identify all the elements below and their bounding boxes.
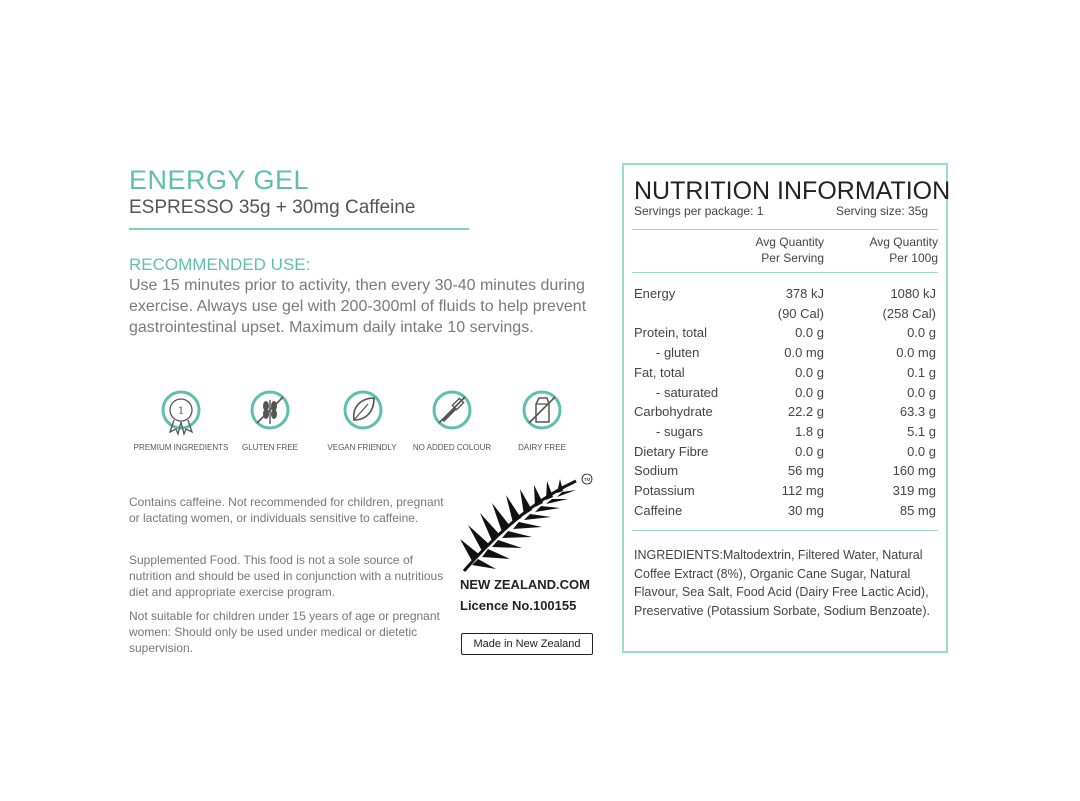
dropper-icon [422,390,482,450]
per-serving-value: 22.2 g [787,404,824,419]
nz-website: NEW ZEALAND.COM [460,577,590,592]
nutrient-label: Potassium [634,483,695,498]
suitability-warning: Not suitable for children under 15 years of age or pregnant women: Should only be used under medical or dietetic supervision. [129,609,440,655]
svg-text:1: 1 [177,406,185,417]
header-line: Avg Quantity [869,235,938,249]
trademark-mark: TM [583,477,591,482]
per-100g-value: (258 Cal) [882,306,936,321]
product-title: ENERGY GEL [129,165,310,195]
leaf-icon [333,390,393,450]
per-100g-value: 1080 kJ [890,286,936,301]
product-subtitle: ESPRESSO 35g + 30mg Caffeine [129,197,416,218]
nutrient-label: Sodium [634,463,679,478]
divider [632,530,938,531]
nz-licence: Licence No.100155 [460,598,577,613]
per-serving-value: (90 Cal) [777,306,824,321]
per-serving-value: 0.0 g [795,325,824,340]
per-100g-value: 0.1 g [907,365,936,380]
per-100g-value: 0.0 mg [896,345,936,360]
wheat-icon [240,390,300,450]
per-100g-value: 0.0 g [907,444,936,459]
divider [632,272,938,273]
header-line: Per Serving [761,251,824,265]
per-100g-value: 85 mg [899,503,936,518]
badge-label: NO ADDED COLOUR [412,443,492,452]
per-serving-header [756,234,824,266]
per-serving-value: 30 mg [787,503,824,518]
per-serving-value: 0.0 g [795,385,824,400]
per-100g-value: 0.0 g [907,325,936,340]
recommended-use-heading: RECOMMENDED USE: [129,255,311,274]
servings-per-package: Servings per package: 1 [634,204,764,218]
nutrient-label: Dietary Fibre [634,444,709,459]
per-serving-value: 56 mg [787,463,824,478]
ingredients-text: INGREDIENTS:Maltodextrin, Filtered Water, Natural Coffee Extract (8%), Organic Cane Sugar, Natural Flavour, Sea Salt, Food Acid (Dairy Free Lactic Acid), Preservative (Potassium Sorbate, Sodium Benzoate). [634,548,930,618]
premium-ribbon-icon [151,390,211,450]
header-line: Avg Quantity [755,235,824,249]
supplemented-food-notice: Supplemented Food. This food is not a sole source of nutrition and should be used in conjunction with a nutritious diet and appropriate exercise program. [129,553,444,599]
nutrient-label: - gluten [656,345,700,360]
per-serving-value: 378 kJ [785,286,824,301]
per-serving-value: 0.0 mg [784,345,824,360]
divider [632,229,938,230]
nutrient-label: - sugars [656,424,703,439]
nutrient-label: Fat, total [634,365,685,380]
nutrient-label: Carbohydrate [634,404,713,419]
per-serving-value: 0.0 g [795,444,824,459]
nutrient-label: Energy [634,286,676,301]
recommended-use-text: Use 15 minutes prior to activity, then every 30-40 minutes during exercise. Always use gel with 200-300ml of fluids to help prevent gastrointestinal upset. Maximum daily intake 10 servings. [129,277,587,336]
nutrient-label: Protein, total [634,325,707,340]
per-100g-value: 0.0 g [907,385,936,400]
badge-label: DAIRY FREE [518,443,566,452]
silver-fern-logo [458,473,598,573]
made-in-badge: Made in New Zealand [461,633,593,655]
badge-label: VEGAN FRIENDLY [327,443,397,452]
per-100g-value: 160 mg [892,463,936,478]
badge-label: GLUTEN FREE [241,443,299,452]
title-divider [129,228,469,230]
nutrition-title: NUTRITION INFORMATION [634,177,951,205]
per-100g-value: 319 mg [892,483,936,498]
per-serving-value: 112 mg [781,483,824,498]
per-100g-header [870,234,938,266]
per-serving-value: 1.8 g [795,424,824,439]
header-line: Per 100g [889,251,938,265]
nutrient-label: - saturated [656,385,719,400]
nutrient-label: Caffeine [634,503,683,518]
per-serving-value: 0.0 g [795,365,824,380]
badge-label: PREMIUM INGREDIENTS [133,443,229,452]
per-100g-value: 5.1 g [907,424,936,439]
caffeine-warning: Contains caffeine. Not recommended for children, pregnant or lactating women, or individuals sensitive to caffeine. [129,495,444,525]
milk-carton-icon [512,390,572,450]
serving-size: Serving size: 35g [836,204,929,218]
per-100g-value: 63.3 g [899,404,936,419]
